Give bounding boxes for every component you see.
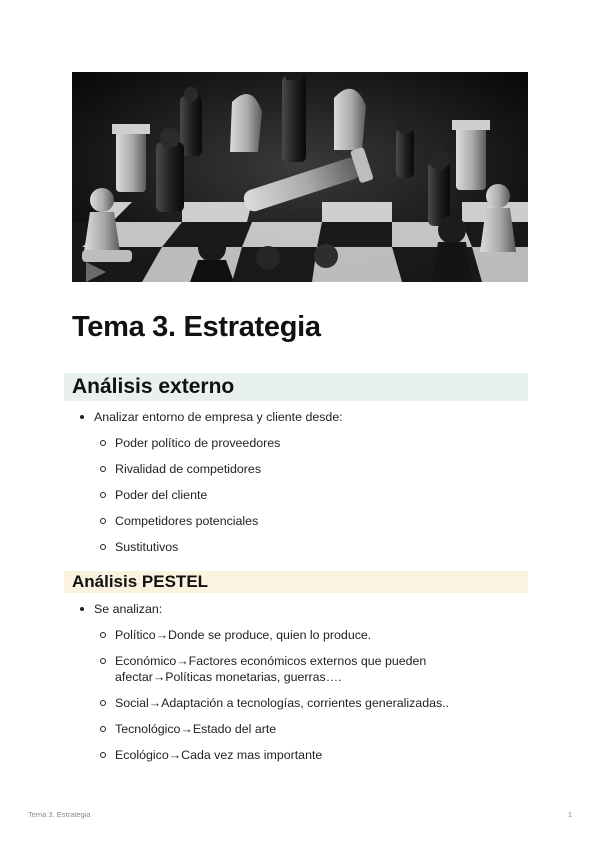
list-item: Económico→Factores económicos externos que pueden afectar→Políticas monetarias, guerras…. [94,653,455,685]
page-footer [28,810,572,819]
footer-doc-title: Tema 3. Estrategia [28,810,91,819]
cover-image [72,72,528,282]
page-number: 1 [567,810,572,819]
list-item [76,409,516,555]
list-item: Ecológico→Cada vez mas importante [94,747,516,763]
section-heading-analisis-pestel: Análisis PESTEL [64,571,528,593]
list-item: Político→Donde se produce, quien lo produce. [94,627,516,643]
list-item: Competidores potenciales [94,513,516,529]
analisis-externo-list [76,409,516,565]
chess-board-photo [72,72,528,282]
page-title: Tema 3. Estrategia [72,311,321,343]
list-item: Sustitutivos [94,539,516,555]
list-item-text: Se analizan: [94,602,163,616]
analisis-pestel-list [76,601,516,773]
section-heading-analisis-externo: Análisis externo [64,373,528,401]
list-item: Rivalidad de competidores [94,461,516,477]
list-item: Poder político de proveedores [94,435,516,451]
list-item [76,601,516,763]
list-item-text: Analizar entorno de empresa y cliente desde: [94,410,343,424]
list-item: Social→Adaptación a tecnologías, corrientes generalizadas.. [94,695,516,711]
list-item: Tecnológico→Estado del arte [94,721,516,737]
list-item: Poder del cliente [94,487,516,503]
